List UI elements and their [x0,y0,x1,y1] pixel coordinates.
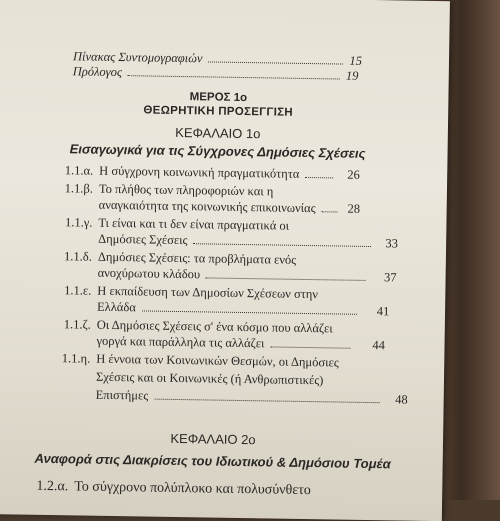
chapter1-label: ΚΕΦΑΛΑΙΟ 1ο [175,124,261,142]
chapter2-title: Αναφορά στις Διακρίσεις του Ιδιωτικού & Δημόσιου Τομέα [34,450,391,472]
toc-entry-code: 1.2.α. [36,478,69,495]
chapter2-label: ΚΕΦΑΛΑΙΟ 2ο [170,430,256,448]
part-label: ΜΕΡΟΣ 1ο [189,91,248,105]
toc-entry-line: Ελλάδα [96,299,136,315]
toc-entry-continued [98,266,397,286]
toc-entry [54,351,339,370]
toc-entry-code: 1.1.ζ. [63,317,91,332]
toc-entry-line: Επιστήμες [95,387,149,403]
leader-dots [206,269,366,281]
toc-entry-line: Οι Δημόσιες Σχέσεις σ' ένα κόσμο που αλλάζει [96,317,333,336]
toc-entry-continued [96,370,324,389]
toc-page-number: 48 [395,392,408,407]
toc-page-number: 28 [347,201,361,216]
toc-page-number: 41 [376,304,390,319]
toc-entry-line: Σχέσεις και οι Κοινωνικές (ή Ανθρωπιστικές) [95,369,324,388]
toc-entry-line: Η σύγχρονη κοινωνική πραγματικότητα [99,163,300,181]
leader-dots [305,168,333,178]
toc-entry-line: Δημόσιες Σχέσεις: τα προβλήματα ενός [97,249,297,267]
toc-entry-continued [96,388,408,408]
toc-entry-continued [98,232,398,252]
toc-page-number: 33 [385,236,399,251]
leader-dots [270,338,350,349]
toc-entry-line: Η έννοια των Κοινωνικών Θεσμών, οι Δημόσιες [96,351,339,370]
toc-entry-line: αναγκαιότητα της κοινωνικής επικοινωνίας [98,197,316,216]
leader-dots [208,53,343,65]
toc-page-number: 37 [383,270,397,285]
toc-entry [56,215,289,234]
toc-entry-line: Το σύγχρονο πολύπλοκο και πολυσύνθετο [74,479,311,499]
toc-entry-line: Η εκπαίδευση των Δημοσίων Σχέσεων στην [97,283,319,302]
toc-entry-line: Δημόσιες Σχέσεις [98,231,188,248]
toc-page-number: 44 [372,338,385,353]
chapter1-title: Εισαγωγικά για τις Σύγχρονες Δημόσιες Σχέσεις [69,141,366,161]
toc-entry-code: 1.1.γ. [64,215,93,230]
toc-entry-line: Το πλήθος των πληροφοριών και η [98,181,274,199]
leader-dots [128,66,340,79]
toc-entry [57,163,360,183]
toc-entry-title: Πρόλογος [72,64,123,80]
leader-dots [193,234,371,247]
toc-entry-continued [97,300,389,320]
toc-entry-code: 1.1.δ. [64,249,92,264]
toc-entry-code: 1.1.η. [61,351,91,366]
toc-entry-code: 1.1.β. [64,181,94,196]
toc-page-number: 15 [349,53,363,68]
leader-dots [322,202,338,212]
toc-entry-code: 1.1.α. [64,163,94,178]
toc-entry [55,283,318,302]
toc-entry-line: ανοχύρωτου κλάδου [97,265,201,282]
toc-page-number: 26 [347,167,360,182]
toc-entry-title: Πίνακας Συντομογραφιών [72,49,203,66]
toc-entry [28,479,311,499]
toc-page-number: 19 [345,68,359,83]
toc-entry-continued [96,334,385,354]
toc-entry-line: γοργά και παράλληλα τις αλλάζει [96,333,265,351]
toc-entry-code: 1.1.ε. [64,283,92,298]
toc-entry [56,249,297,268]
toc-entry-continued [99,198,361,217]
leader-dots [142,302,357,315]
toc-entry [57,181,274,199]
leader-dots [154,390,379,403]
part-title: ΘΕΩΡΗΤΙΚΗ ΠΡΟΣΕΓΓΙΣΗ [143,104,294,119]
toc-entry-line: Τι είναι και τι δεν είναι πραγματικά οι [98,215,290,233]
